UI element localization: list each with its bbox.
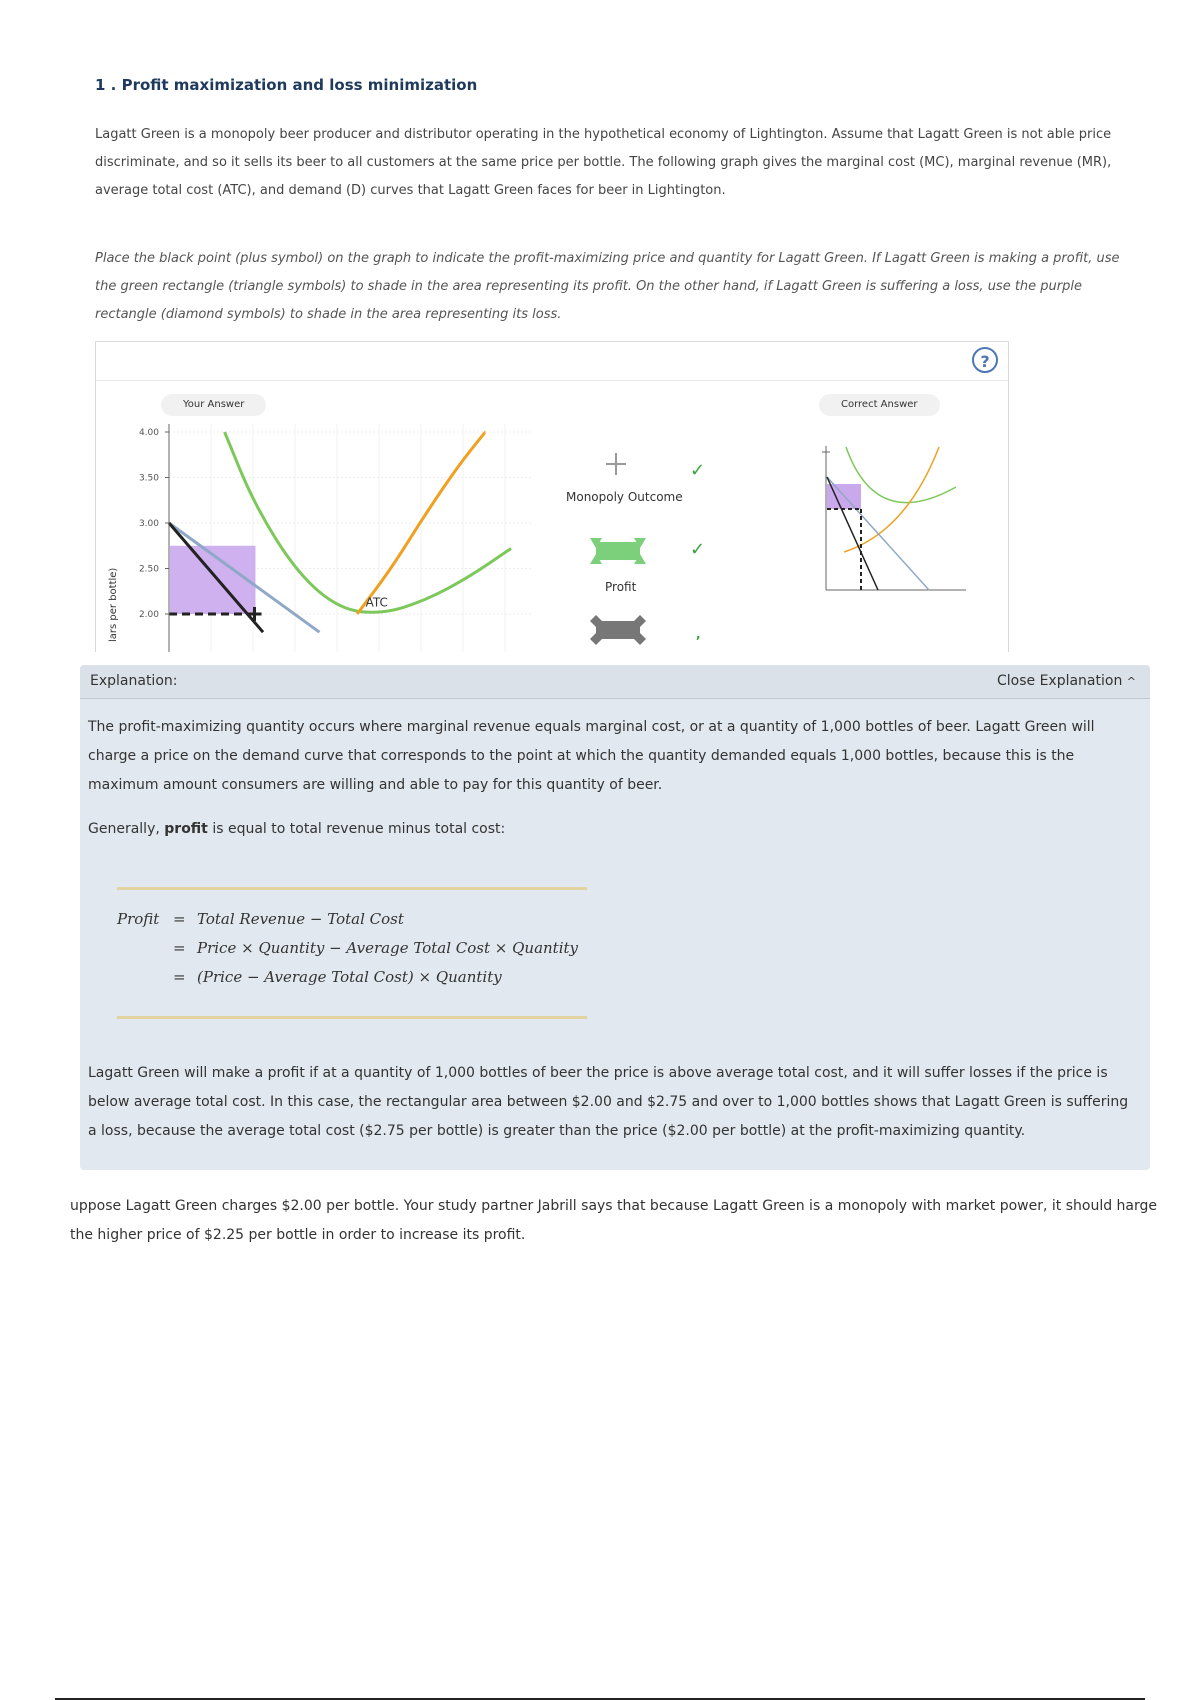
explanation-header [80, 665, 1150, 699]
explanation-title: Explanation: [90, 673, 178, 689]
explanation-paragraph-2 [88, 815, 1138, 844]
profit-triangle-icon[interactable] [588, 534, 648, 568]
explanation-paragraph-3: Lagatt Green will make a profit if at a quantity of 1,000 bottles of beer the price is above average total cost, and it will suffer losses if the price is below average total cost. In this case, the rectangular area between $2.00 and $2.75 and over to 1,000 bottles shows that Lagatt Green is suffering a loss, because the average total cost ($2.75 per bottle) is greater than the price ($2.00 per bottle) at the profit-maximizing quantity. [88, 1065, 1129, 1139]
check-icon: ✓ [690, 539, 706, 560]
p2-prefix: Generally, [88, 821, 160, 837]
correct-answer-graph [816, 442, 976, 602]
question-instruction: Place the black point (plus symbol) on the graph to indicate the profit-maximizing price and quantity for Lagatt Green. If Lagatt Green is making a profit, use the green rectangle (triangle symbols) to shade in the area representing its profit. On the other hand, if Lagatt Green is suffering a loss, use the purple rectangle (diamond symbols) to shade in the area representing its loss. [95, 251, 1120, 322]
p2-bold: profit [164, 821, 208, 837]
formula-eq: = [173, 910, 186, 928]
y-tick-label: 2.00 [138, 610, 159, 620]
question-intro: Lagatt Green is a monopoly beer producer and distributor operating in the hypothetical economy of Lightington. Assume that Lagatt Green is not able price discriminate, and so it sells its beer to all customers at the same price per bottle. The following graph gives the marginal cost (MC), marginal revenue (MR), average total cost (ATC), and demand (D) curves that Lagatt Green faces for beer in Lightington. [95, 127, 1112, 198]
formula-line-3: (Price − Average Total Cost) × Quantity [197, 968, 502, 986]
your-answer-graph[interactable] [111, 422, 541, 652]
atc-curve [225, 432, 511, 612]
loss-diamond-icon[interactable] [588, 613, 648, 647]
followup-question: uppose Lagatt Green charges $2.00 per bottle. Your study partner Jabrill says that because Lagatt Green is a monopoly with market power, it should harge the higher price of $2.25 per bottle in order to increase its profit. [70, 1198, 1158, 1243]
y-axis-label: lars per bottle) [108, 567, 119, 642]
close-explanation-button[interactable] [997, 673, 1136, 689]
p2-suffix: is equal to total revenue minus total cost: [212, 821, 506, 837]
correct-atc-curve [846, 447, 956, 503]
close-explanation-label: Close Explanation [996, 673, 1123, 689]
atc-label: ATC [365, 595, 388, 610]
correct-answer-label: Correct Answer [819, 394, 940, 416]
y-tick-label: 2.50 [138, 564, 159, 575]
chevron-up-icon: ^ [1126, 675, 1136, 688]
legend-profit: Profit [605, 580, 637, 594]
profit-formula [117, 887, 587, 1019]
formula-line-1: Total Revenue − Total Cost [197, 910, 404, 928]
question-title: 1 . Profit maximization and loss minimization [95, 76, 478, 94]
graph-toolbar [96, 342, 1008, 381]
plus-symbol-icon[interactable] [601, 449, 631, 479]
explanation-panel [80, 665, 1150, 1170]
explanation-paragraph-1: The profit-maximizing quantity occurs where marginal revenue equals marginal cost, or at a quantity of 1,000 bottles of beer. Lagatt Green will charge a price on the demand curve that corresponds to the point at which the quantity demanded equals 1,000 bottles, because this is the maximum amount consumers are willing and able to pay for this quantity of beer. [88, 719, 1095, 793]
formula-line-2: Price × Quantity − Average Total Cost × Quantity [197, 939, 579, 957]
check-icon: , [696, 627, 701, 641]
formula-lhs: Profit [117, 910, 160, 928]
legend-monopoly-outcome: Monopoly Outcome [566, 490, 683, 504]
graph-panel [95, 341, 1009, 652]
help-icon[interactable]: ? [972, 347, 998, 373]
y-tick-label: 4.00 [138, 428, 159, 438]
your-answer-label: Your Answer [161, 394, 266, 416]
check-icon: ✓ [690, 460, 706, 481]
y-tick-label: 3.00 [138, 519, 159, 529]
formula-eq: = [173, 968, 186, 986]
formula-eq: = [173, 939, 186, 957]
y-tick-label: 3.50 [138, 473, 159, 484]
